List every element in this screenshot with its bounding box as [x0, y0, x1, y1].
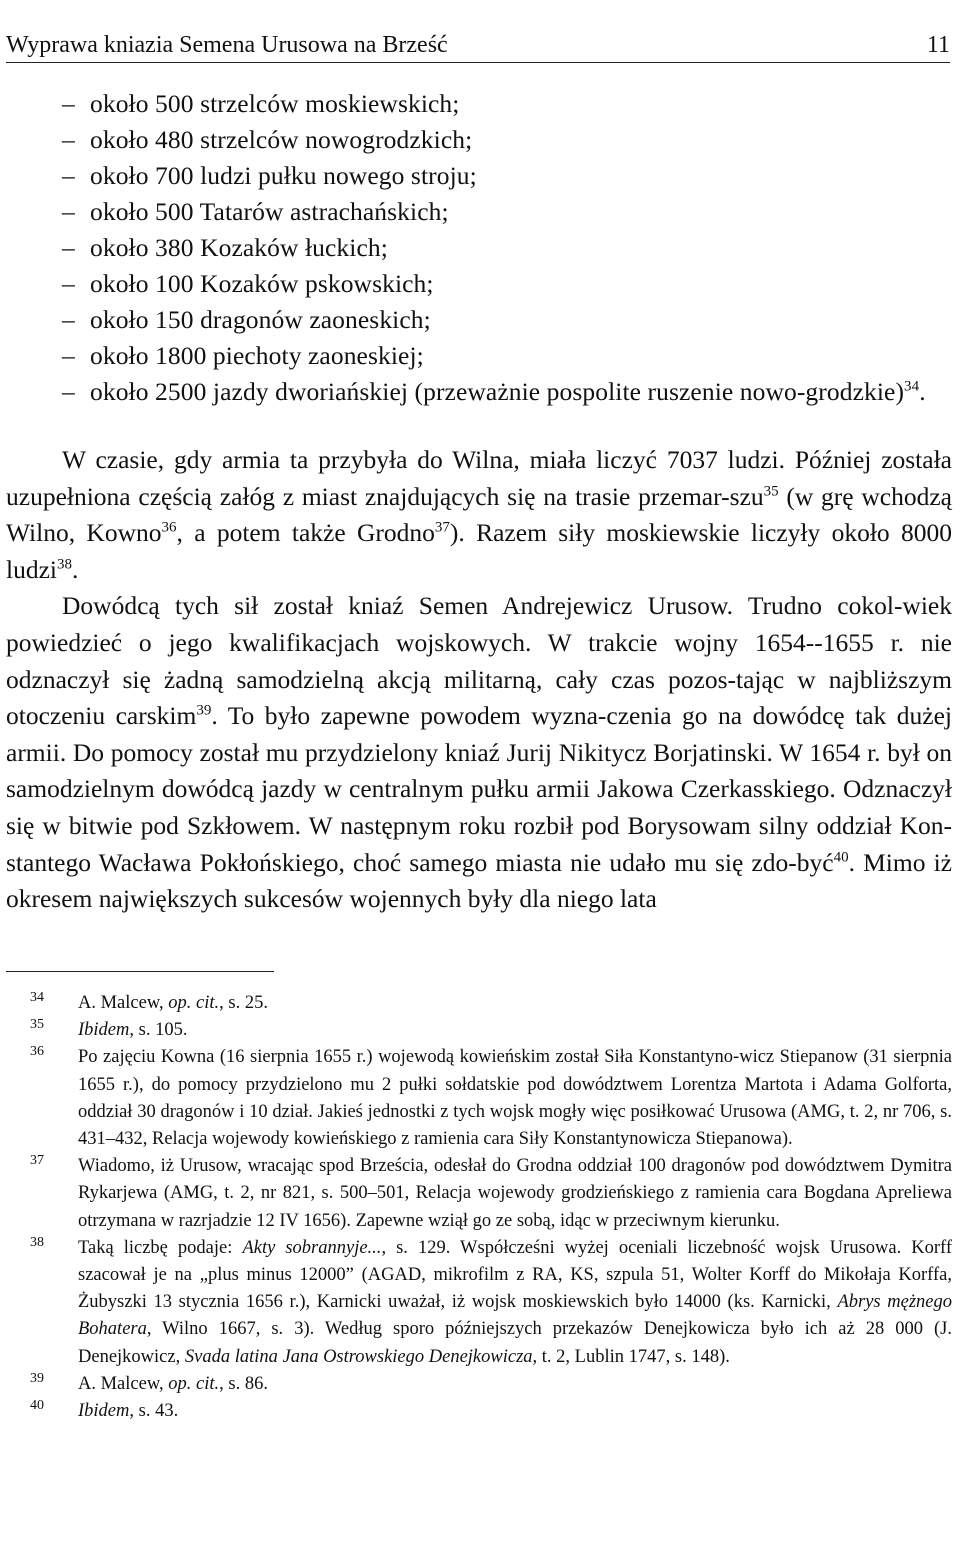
paragraph: Dowódcą tych sił został kniaź Semen Andrejewicz Urusow. Trudno cokol-wiek powiedzieć o jego kwalifikacjach wojskowych. W trakcie wojny 1654--1655 r. nie odznaczył się żadną samodzielną akcją militarną, cały czas pozos-tając w najbliższym otoczeniu carskim$^{39}$. To było zapewne powodem wyzna-czenia go na dowódcę tak dużej armii. Do pomocy został mu przydzielony kniaź Jurij Nikitycz Borjatinski. W 1654 r. był on samodzielnym dowódcą jazdy w centralnym pułku armii Jakowa Czerkasskiego. Odznaczył się w bitwie pod Szkłowem. W następnym roku rozbił pod Borysowam silny oddział Kon-stantego Wacława Pokłońskiego, choć samego miasta nie udało mu się zdo-być$^{40}$. Mimo iż okresem największych sukcesów wojennych były dla niego lata: [6, 591, 952, 914]
footnote: $^{39}$ A. Malcew, op. cit., s. 86.: [30, 1370, 268, 1394]
footnote-ref: 37: [434, 519, 450, 536]
page-number: 11: [926, 32, 950, 58]
footnote-number: 34: [30, 989, 44, 1005]
footnote: $^{34}$ A. Malcew, op. cit., s. 25.: [30, 989, 268, 1013]
paragraph: W czasie, gdy armia ta przybyła do Wilna, miała liczyć 7037 ludzi. Później została uzupełniona częścią załóg z miast znajdujących się na trasie przemar-szu$^{35}$ (w grę wchodzą Wilno, Kowno$^{36}$, a potem także Grodno$^{37}$). Razem siły moskiewskie liczyły około 8000 ludzi$^{38}$.: [6, 445, 952, 584]
footnote-number: 40: [30, 1397, 44, 1413]
list-item-last: – około 2500 jazdy dworiańskiej (przeważnie pospolite ruszenie nowo-grodzkie)$^{34}$.: [62, 377, 926, 406]
footnote-number: 36: [30, 1044, 44, 1060]
body-text: [6, 442, 952, 918]
footnote-ref: 34: [904, 378, 920, 395]
list-item: – około 500 Tatarów astrachańskich;: [62, 197, 449, 226]
footnote-ref: 39: [196, 702, 212, 719]
footnote-number: 35: [30, 1017, 44, 1033]
footnote: $^{40}$ Ibidem, s. 43.: [30, 1397, 179, 1422]
list-item: – około 150 dragonów zaoneskich;: [62, 305, 431, 334]
troop-list: [62, 86, 952, 410]
list-item: – około 380 Kozaków łuckich;: [62, 233, 388, 262]
footnote: $^{36}$ Po zajęciu Kowna (16 sierpnia 1655 r.) wojewodą kowieńskim został Siła Konstantyno-wicz Stiepanow (31 sierpnia 1655 r.), do pomocy przydzielono mu 2 pułki sołdatskie pod dowództwem Lorentza Martota i Adama Golforta, oddział 30 dragonów i 10 dział. Jakieś jednostki z tych wojsk mogły więc posiłkować Urusowa (AMG, t. 2, nr 706, s. 431–432, Relacja wojewody kowieńskiego z ramienia cara Siły Konstantynowicza Stiepanowa).: [30, 1044, 952, 1150]
footnote-separator: [6, 971, 274, 972]
list-item: – około 700 ludzi pułku nowego stroju;: [62, 161, 477, 190]
running-header: [6, 30, 950, 63]
list-item: – około 1800 piechoty zaoneskiej;: [62, 341, 424, 370]
footnote-ref: 35: [763, 483, 779, 500]
footnote-ref: 36: [161, 519, 177, 536]
footnote-number: 37: [30, 1153, 44, 1169]
list-item: – około 500 strzelców moskiewskich;: [62, 89, 460, 118]
footnote-ref: 40: [833, 849, 849, 866]
footnote: $^{37}$ Wiadomo, iż Urusow, wracając spod Brześcia, odesłał do Grodna oddział 100 dragonów pod dowództwem Dymitra Rykarjewa (AMG, t. 2, nr 821, s. 500–501, Relacja wojewody grodzieńskiego z ramienia cara Bogdana Apreliewa otrzymana w razrjadzie 12 IV 1656). Zapewne wziął go ze sobą, idąc w przeciwnym kierunku.: [30, 1153, 952, 1231]
footnote-number: 38: [30, 1234, 44, 1250]
running-title: Wyprawa kniazia Semena Urusowa na Brześć: [6, 32, 448, 58]
footnote-number: 39: [30, 1370, 44, 1386]
footnotes: [30, 990, 952, 1425]
list-item: – około 480 strzelców nowogrodzkich;: [62, 125, 473, 154]
footnote: $^{38}$ Taką liczbę podaje: Akty sobrannyje..., s. 129. Współcześni wyżej oceniali liczebność wojsk Urusowa. Korff szacował je na „plus minus 12000” (AGAD, mikrofilm z RA, KS, szpula 51, Wolter Korff do Mikołaja Korffa, Żubyszki 13 stycznia 1656 r.), Karnicki uważał, iż wojsk moskiewskich było 14000 (ks. Karnicki, Abrys mężnego Bohatera, Wilno 1667, s. 3). Według sporo późniejszych przekazów Denejkowicza było ich aż 28 000 (J. Denejkowicz, Svada latina Jana Ostrowskiego Denejkowicza, t. 2, Lublin 1747, s. 148).: [30, 1234, 953, 1367]
footnote: $^{35}$ Ibidem, s. 105.: [30, 1017, 188, 1041]
list-item: – około 100 Kozaków pskowskich;: [62, 269, 434, 298]
footnote-ref: 38: [57, 556, 72, 573]
